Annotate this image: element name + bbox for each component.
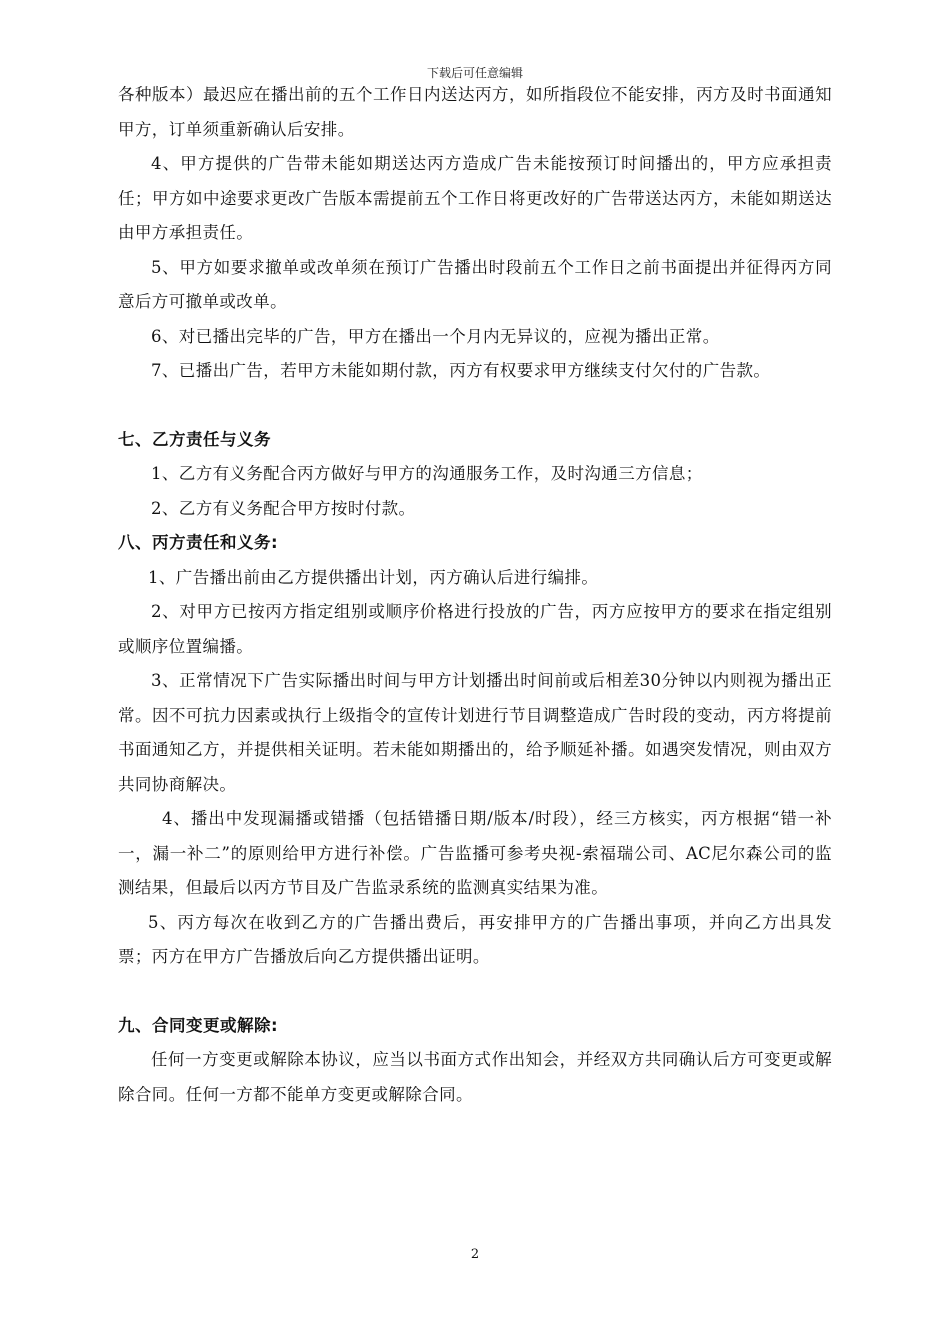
page-header: 下载后可任意编辑 — [426, 66, 523, 80]
paragraph-s6-continued: 各种版本）最迟应在播出前的五个工作日内送达丙方，如所指段位不能安排，丙方及时书面通知甲方，订单须重新确认后安排。 — [118, 85, 832, 139]
paragraph-s8-item-5: 5、丙方每次在收到乙方的广告播出费后，再安排甲方的广告播出事项，并向乙方出具发票；丙方在甲方广告播放后向乙方提供播出证明。 — [118, 912, 832, 966]
section-spacer — [118, 975, 832, 1009]
paragraph-s8-item-3: 3、正常情况下广告实际播出时间与甲方计划播出时间前或后相差30分钟以内则视为播出正常。因不可抗力因素或执行上级指令的宣传计划进行节目调整造成广告时段的变动，丙方将提前书面通知乙方，并提供相关证明。若未能如期播出的，给予顺延补播。如遇突发情况，则由双方共同协商解决。 — [118, 671, 832, 794]
section-9-title: 九、合同变更或解除: — [118, 1015, 279, 1035]
paragraph-s6-item-7: 7、已播出广告，若甲方未能如期付款，丙方有权要求甲方继续支付欠付的广告款。 — [151, 361, 771, 380]
document-body — [118, 78, 832, 1112]
paragraph-s6-item-5: 5、甲方如要求撤单或改单须在预订广告播出时段前五个工作日之前书面提出并征得丙方同意后方可撤单或改单。 — [118, 257, 832, 311]
paragraph-s6-item-4: 4、甲方提供的广告带未能如期送达丙方造成广告未能按预订时间播出的，甲方应承担责任；甲方如中途要求更改广告版本需提前五个工作日将更改好的广告带送达丙方，未能如期送达由甲方承担责任。 — [118, 154, 832, 242]
section-7-title: 七、乙方责任与义务 — [118, 429, 271, 449]
paragraph-s7-item-1: 1、乙方有义务配合丙方做好与甲方的沟通服务工作，及时沟通三方信息； — [151, 464, 703, 483]
paragraph-s7-item-2: 2、乙方有义务配合甲方按时付款。 — [151, 498, 416, 518]
paragraph-s8-item-1: 1、广告播出前由乙方提供播出计划，丙方确认后进行编排。 — [148, 567, 599, 587]
section-spacer — [118, 389, 832, 423]
paragraph-s8-item-2: 2、对甲方已按丙方指定组别或顺序价格进行投放的广告，丙方应按甲方的要求在指定组别或顺序位置编播。 — [118, 602, 832, 656]
paragraph-s8-item-4: 4、播出中发现漏播或错播（包括错播日期/版本/时段），经三方核实，丙方根据“错一补一，漏一补二”的原则给甲方进行补偿。广告监播可参考央视-索福瑞公司、AC尼尔森公司的监测结果，但最后以丙方节目及广告监录系统的监测真实结果为准。 — [118, 809, 832, 897]
page-number: 2 — [470, 1247, 480, 1262]
paragraph-s6-item-6: 6、对已播出完毕的广告，甲方在播出一个月内无异议的，应视为播出正常。 — [151, 326, 720, 346]
section-8-title: 八、丙方责任和义务: — [118, 533, 279, 552]
paragraph-s9-body: 任何一方变更或解除本协议，应当以书面方式作出知会，并经双方共同确认后方可变更或解除合同。任何一方都不能单方变更或解除合同。 — [118, 1050, 832, 1104]
